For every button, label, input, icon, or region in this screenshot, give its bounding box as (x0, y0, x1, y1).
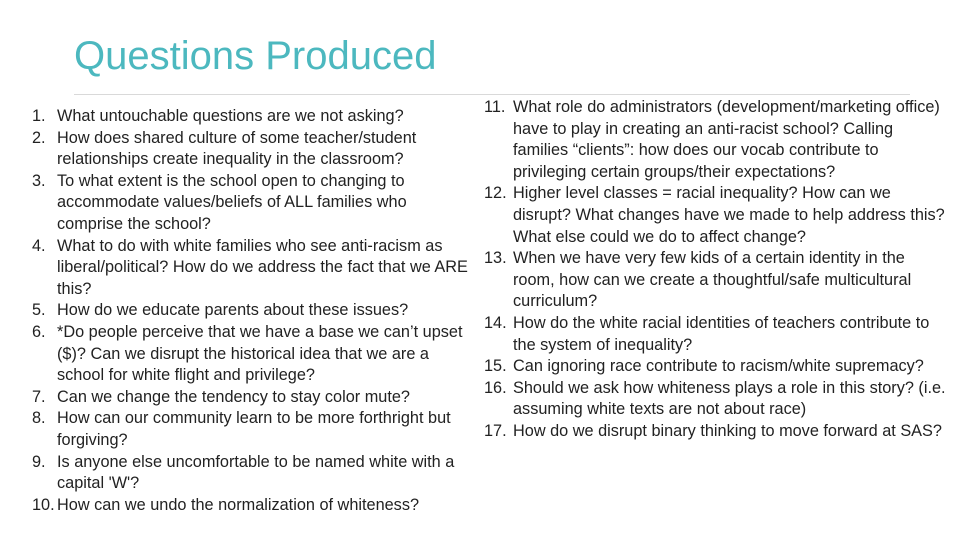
list-item (32, 387, 472, 409)
item-number: 8. (32, 409, 46, 428)
item-text: How do we disrupt binary thinking to move forward at SAS? (513, 421, 942, 440)
list-item (32, 106, 472, 128)
item-number: 7. (32, 387, 46, 406)
item-text: What untouchable questions are we not asking? (57, 107, 404, 125)
item-number: 1. (32, 107, 46, 125)
list-item (484, 183, 950, 248)
slide-title: Questions Produced (74, 34, 437, 78)
item-number: 2. (32, 128, 46, 147)
list-item (32, 171, 472, 236)
list-item (32, 408, 472, 451)
question-list-left (32, 106, 472, 516)
list-item (484, 378, 950, 421)
item-number: 4. (32, 236, 46, 255)
question-list-right (484, 97, 950, 443)
item-number: 10. (32, 495, 55, 514)
item-number: 14. (484, 313, 507, 332)
item-text: How do the white racial identities of teachers contribute to the system of inequality? (513, 313, 930, 354)
item-text: Can we change the tendency to stay color mute? (57, 387, 410, 406)
title-divider (74, 94, 910, 95)
item-text: Should we ask how whiteness plays a role in this story? (i.e. assuming white texts are not about race) (513, 378, 946, 419)
item-text: How do we educate parents about these issues? (57, 301, 409, 320)
list-item (484, 313, 950, 356)
item-number: 12. (484, 184, 507, 203)
item-text: What role do administrators (development/marketing office) have to play in creating an anti-racist school? Calling families “clients”: how does our vocab contribute to privileging certain groups/their expectations? (513, 98, 940, 181)
item-text: When we have very few kids of a certain identity in the room, how can we create a thoughtful/safe multicultural curriculum? (513, 249, 912, 311)
item-text: What to do with white families who see anti-racism as liberal/political? How do we address the fact that we ARE this? (57, 236, 468, 298)
item-text: Is anyone else uncomfortable to be named white with a capital 'W'? (57, 452, 455, 493)
list-item (484, 248, 950, 313)
item-text: Higher level classes = racial inequality? How can we disrupt? What changes have we made to help address this? What else could we do to affect change? (513, 184, 945, 246)
list-item (32, 322, 472, 387)
list-item (32, 452, 472, 495)
item-text: Can ignoring race contribute to racism/white supremacy? (513, 357, 924, 376)
item-number: 5. (32, 301, 46, 320)
list-item (484, 356, 950, 378)
item-text: How can our community learn to be more forthright but forgiving? (57, 409, 451, 449)
item-text: How does shared culture of some teacher/student relationships create inequality in the classroom? (57, 128, 417, 169)
item-number: 17. (484, 421, 507, 440)
item-text: To what extent is the school open to changing to accommodate values/beliefs of ALL families who comprise the school? (57, 171, 407, 233)
item-text: *Do people perceive that we have a base we can’t upset ($)? Can we disrupt the historical idea that we are a school for white flight and privilege? (57, 322, 463, 385)
item-text: How can we undo the normalization of whiteness? (57, 495, 420, 514)
item-number: 11. (484, 98, 506, 116)
list-item (32, 128, 472, 171)
list-item (32, 300, 472, 322)
list-item (32, 236, 472, 301)
item-number: 15. (484, 357, 507, 376)
item-number: 13. (484, 249, 507, 268)
item-number: 16. (484, 378, 507, 397)
item-number: 6. (32, 322, 46, 341)
item-number: 3. (32, 171, 46, 190)
list-item (484, 97, 950, 183)
item-number: 9. (32, 452, 46, 471)
list-item (484, 421, 950, 443)
list-item (32, 495, 472, 517)
